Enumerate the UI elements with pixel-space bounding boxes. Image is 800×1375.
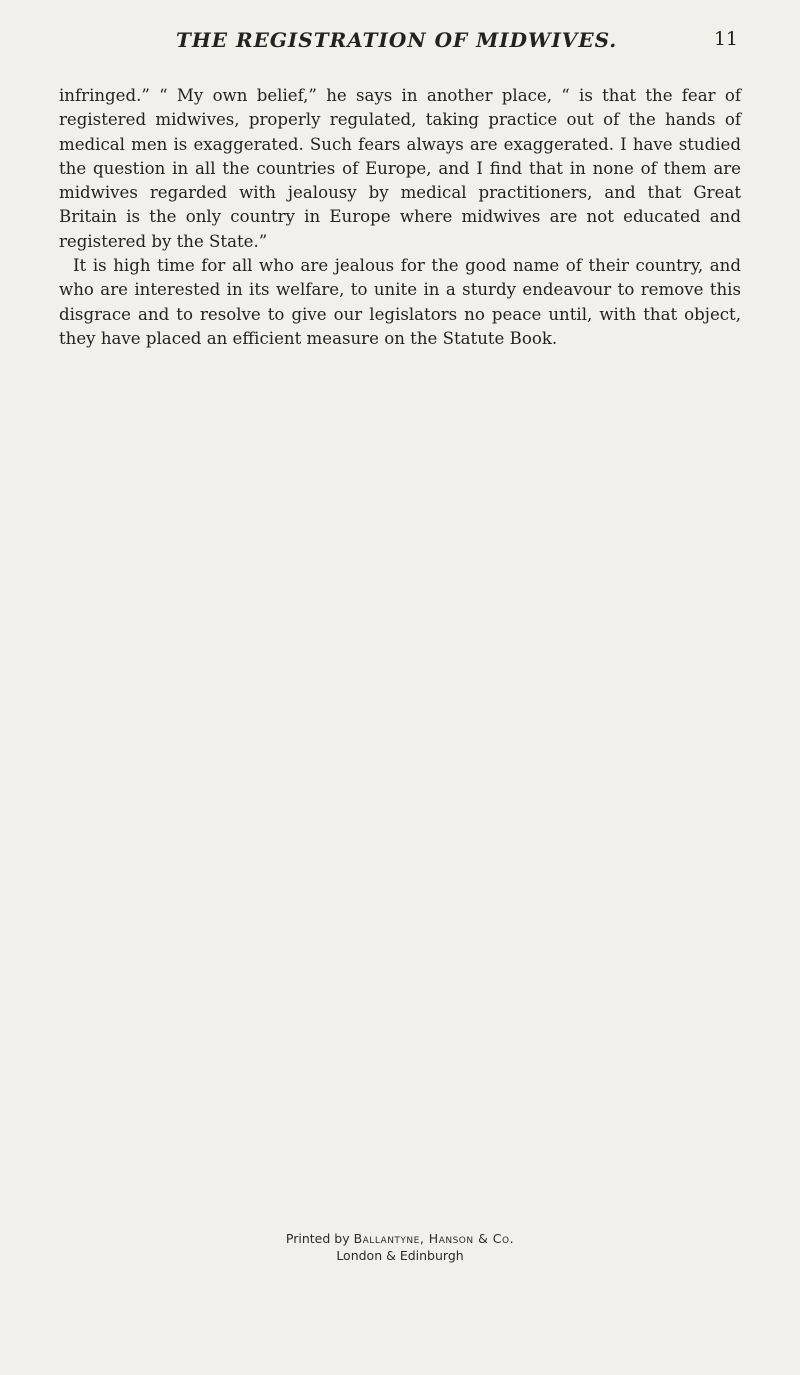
paragraph-1: infringed.” “ My own belief,” he says in another place, “ is that the fear of registered midwives, properly regulated, taking practice out of the hands of medical men is exaggerated. Such fears always are exaggerated. I have studied the question in all the countries of Europe, and I find that in none of them are midwives regarded with jealousy by medical practitioners, and that Great Britain is the only country in Europe where midwives are not educated and registered by the State.” xyxy=(59,86,741,251)
page-header xyxy=(0,28,800,58)
imprint-printer-name: Ballantyne, Hanson & Co. xyxy=(353,1231,515,1246)
imprint-location: London & Edinburgh xyxy=(336,1248,464,1263)
running-title: THE REGISTRATION OF MIDWIVES. xyxy=(176,28,618,52)
printer-imprint xyxy=(0,1230,800,1264)
imprint-line-1 xyxy=(0,1230,800,1247)
imprint-printed-by: Printed by xyxy=(285,1231,350,1246)
body-text xyxy=(59,84,741,351)
page-number: 11 xyxy=(713,28,738,50)
paragraph-2: It is high time for all who are jealous for the good name of their country, and who are interested in its welfare, to unite in a sturdy endeavour to remove this disgrace and to resolve to give our legislators no peace until, with that object, they have placed an efficient measure on the Statute Book. xyxy=(59,256,741,348)
